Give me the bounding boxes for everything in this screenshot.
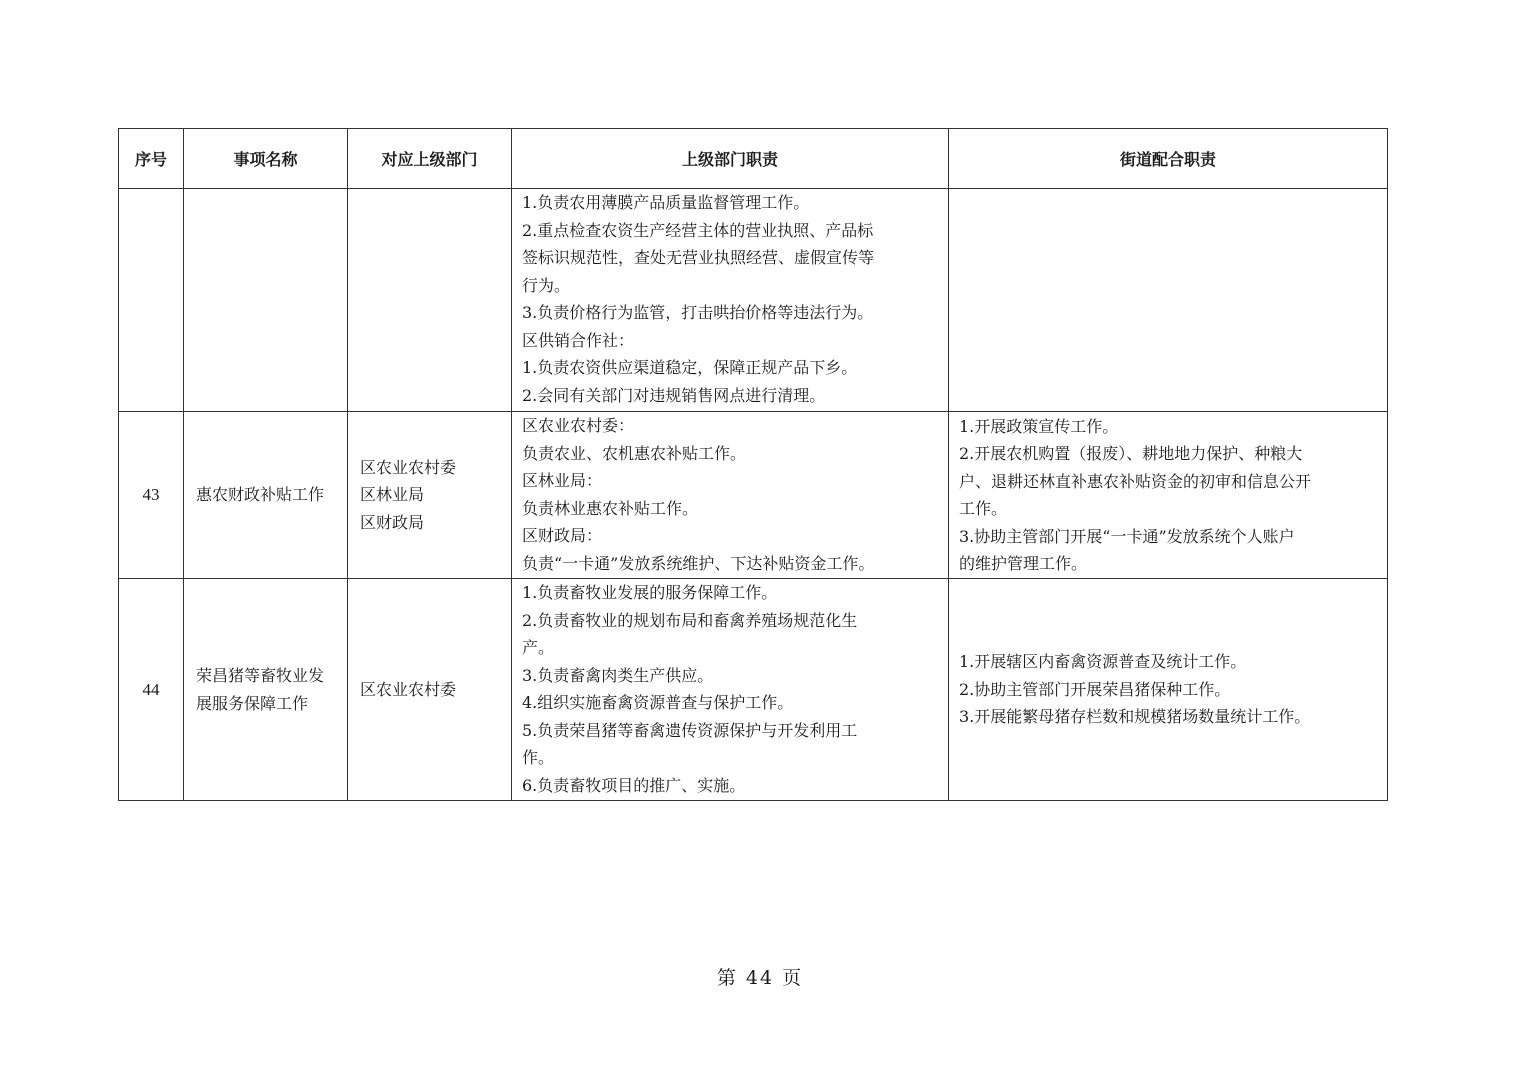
duty-line: 2.重点检查农资生产经营主体的营业执照、产品标 — [522, 220, 874, 240]
header-index: 序号 — [119, 129, 184, 189]
row-coop — [949, 189, 1388, 412]
dept-line: 区财政局 — [360, 512, 425, 532]
row-dept — [348, 579, 512, 801]
row-index: 44 — [119, 579, 184, 801]
dept-line: 区林业局 — [360, 485, 425, 505]
duty-line: 1.负责农用薄膜产品质量监督管理工作。 — [522, 193, 810, 212]
duty-line: 区财政局： — [522, 526, 603, 545]
table-row — [119, 579, 1388, 801]
coop-line: 户、退耕还林直补惠农补贴资金的初审和信息公开 — [959, 471, 1312, 491]
coop-line: 2.协助主管部门开展荣昌猪保种工作。 — [959, 679, 1231, 699]
row-coop — [949, 412, 1388, 579]
item-name-text: 惠农财政补贴工作 — [196, 485, 325, 505]
header-superior-dept: 对应上级部门 — [348, 129, 512, 189]
duty-line: 负责“一卡通”发放系统维护、下达补贴资金工作。 — [522, 553, 875, 573]
duty-line: 6.负责畜牧项目的推广、实施。 — [522, 775, 746, 795]
duty-table — [118, 128, 1388, 801]
duty-line: 5.负责荣昌猪等畜禽遗传资源保护与开发利用工 — [522, 720, 858, 740]
dept-line: 区农业农村委 — [360, 679, 457, 699]
coop-line: 1.开展辖区内畜禽资源普查及统计工作。 — [959, 652, 1247, 672]
row-item-name — [184, 412, 348, 579]
row-duty — [512, 579, 949, 801]
item-name-text: 荣昌猪等畜牧业发展服务保障工作 — [196, 666, 325, 713]
duty-line: 作。 — [522, 748, 555, 767]
duty-line: 4.组织实施畜禽资源普查与保护工作。 — [522, 693, 794, 712]
row-dept — [348, 189, 512, 412]
row-index — [119, 189, 184, 412]
coop-line: 的维护管理工作。 — [959, 554, 1088, 573]
row-index: 43 — [119, 412, 184, 579]
duty-line: 产。 — [522, 638, 555, 657]
coop-line: 3.协助主管部门开展“一卡通”发放系统个人账户 — [959, 526, 1295, 546]
duty-line: 行为。 — [522, 275, 571, 295]
coop-line: 1.开展政策宣传工作。 — [959, 416, 1119, 436]
coop-line: 3.开展能繁母猪存栏数和规模猪场数量统计工作。 — [959, 707, 1311, 727]
header-item-name: 事项名称 — [184, 129, 348, 189]
row-duty — [512, 189, 949, 412]
duty-line: 2.负责畜牧业的规划布局和畜禽养殖场规范化生 — [522, 610, 858, 630]
duty-line: 区林业局： — [522, 471, 603, 490]
duty-line: 签标识规范性，查处无营业执照经营、虚假宣传等 — [522, 248, 875, 267]
header-superior-duty: 上级部门职责 — [512, 129, 949, 189]
duty-line: 3.负责价格行为监管，打击哄抬价格等违法行为。 — [522, 303, 874, 322]
row-duty — [512, 412, 949, 579]
duty-line: 区农业农村委： — [522, 416, 635, 435]
dept-line: 区农业农村委 — [360, 457, 457, 477]
page-number: 第 44 页 — [716, 967, 804, 989]
table-header-row — [119, 129, 1388, 189]
row-coop — [949, 579, 1388, 801]
table-row — [119, 189, 1388, 412]
header-street-duty: 街道配合职责 — [949, 129, 1388, 189]
row-item-name — [184, 579, 348, 801]
coop-line: 2.开展农机购置（报废）、耕地地力保护、种粮大 — [959, 444, 1303, 463]
duty-line: 负责林业惠农补贴工作。 — [522, 498, 699, 518]
duty-line: 3.负责畜禽肉类生产供应。 — [522, 665, 714, 685]
duty-line: 2.会同有关部门对违规销售网点进行清理。 — [522, 385, 826, 405]
duty-line: 1.负责农资供应渠道稳定，保障正规产品下乡。 — [522, 358, 858, 377]
coop-line: 工作。 — [959, 499, 1008, 518]
row-item-name — [184, 189, 348, 412]
duty-line: 负责农业、农机惠农补贴工作。 — [522, 443, 747, 463]
table-row — [119, 412, 1388, 579]
row-dept — [348, 412, 512, 579]
duty-line: 1.负责畜牧业发展的服务保障工作。 — [522, 583, 778, 602]
duty-line: 区供销合作社： — [522, 330, 635, 350]
